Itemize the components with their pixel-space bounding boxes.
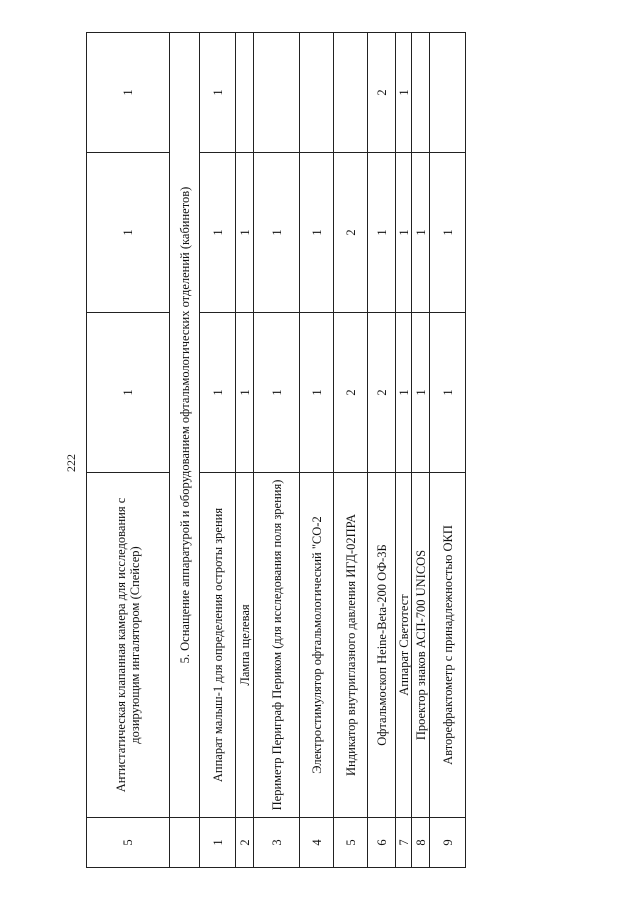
row-value: [430, 33, 466, 153]
row-value: [412, 33, 430, 153]
row-value: 1: [412, 153, 430, 313]
row-value: 1: [236, 313, 254, 473]
row-name: Индикатор внутриглазного давления ИГД-02ПРА: [334, 473, 368, 818]
row-value: 2: [368, 313, 396, 473]
row-name: Электростимулятор офтальмологический "СО-2: [300, 473, 334, 818]
row-name: Офтальмоскоп Heine-Beta-200 ОФ-3Б: [368, 473, 396, 818]
row-value: 1: [396, 33, 412, 153]
row-name: Проектор знаков АСП-700 UNICOS: [412, 473, 430, 818]
page-number: 222: [64, 454, 78, 472]
row-value: 1: [396, 313, 412, 473]
row-value: 1: [200, 313, 236, 473]
row-number: 3: [254, 818, 300, 868]
row-value: [300, 33, 334, 153]
section-row: [170, 33, 200, 868]
row-number: 7: [396, 818, 412, 868]
row-name: Периметр Периграф Периком (для исследования поля зрения): [254, 473, 300, 818]
row-value: 1: [87, 153, 170, 313]
equipment-table: [86, 32, 466, 868]
row-value: [254, 33, 300, 153]
row-value: 1: [254, 313, 300, 473]
row-value: 1: [236, 153, 254, 313]
table-row: [200, 33, 236, 868]
row-number: 4: [300, 818, 334, 868]
table-row: [334, 33, 368, 868]
row-value: 1: [368, 153, 396, 313]
row-number: 2: [236, 818, 254, 868]
row-value: 1: [254, 153, 300, 313]
table-row: [412, 33, 430, 868]
table-row: [300, 33, 334, 868]
section-title: 5. Оснащение аппаратурой и оборудованием офтальмологических отделений (кабинетов): [170, 33, 200, 818]
row-value: 1: [396, 153, 412, 313]
row-number: 1: [200, 818, 236, 868]
row-value: 1: [300, 153, 334, 313]
row-value: 1: [300, 313, 334, 473]
row-value: 1: [412, 313, 430, 473]
row-number: 8: [412, 818, 430, 868]
table-row: [368, 33, 396, 868]
row-value: 1: [87, 33, 170, 153]
table-row-first: [87, 33, 170, 868]
table-row: [254, 33, 300, 868]
row-number: 6: [368, 818, 396, 868]
table-row: [396, 33, 412, 868]
row-value: 2: [368, 33, 396, 153]
section-number-blank: [170, 818, 200, 868]
row-value: 1: [430, 153, 466, 313]
table-row: [236, 33, 254, 868]
row-name: Аппарат малыш-1 для определения остроты зрения: [200, 473, 236, 818]
rotated-page: [62, 33, 455, 868]
row-value: 1: [200, 33, 236, 153]
row-value: 1: [430, 313, 466, 473]
row-value: 1: [87, 313, 170, 473]
row-name: Антистатическая клапанная камера для исследования с дозирующим ингалятором (Спейсер): [87, 473, 170, 818]
table-row: [430, 33, 466, 868]
row-value: 1: [200, 153, 236, 313]
row-value: 2: [334, 153, 368, 313]
row-number: 5: [334, 818, 368, 868]
row-name: Аппарат Светотест: [396, 473, 412, 818]
row-number: 5: [87, 818, 170, 868]
row-number: 9: [430, 818, 466, 868]
row-name: Авторефрактометр с принадлежностью ОКП: [430, 473, 466, 818]
row-value: [334, 33, 368, 153]
row-value: [236, 33, 254, 153]
row-name: Лампа щелевая: [236, 473, 254, 818]
row-value: 2: [334, 313, 368, 473]
